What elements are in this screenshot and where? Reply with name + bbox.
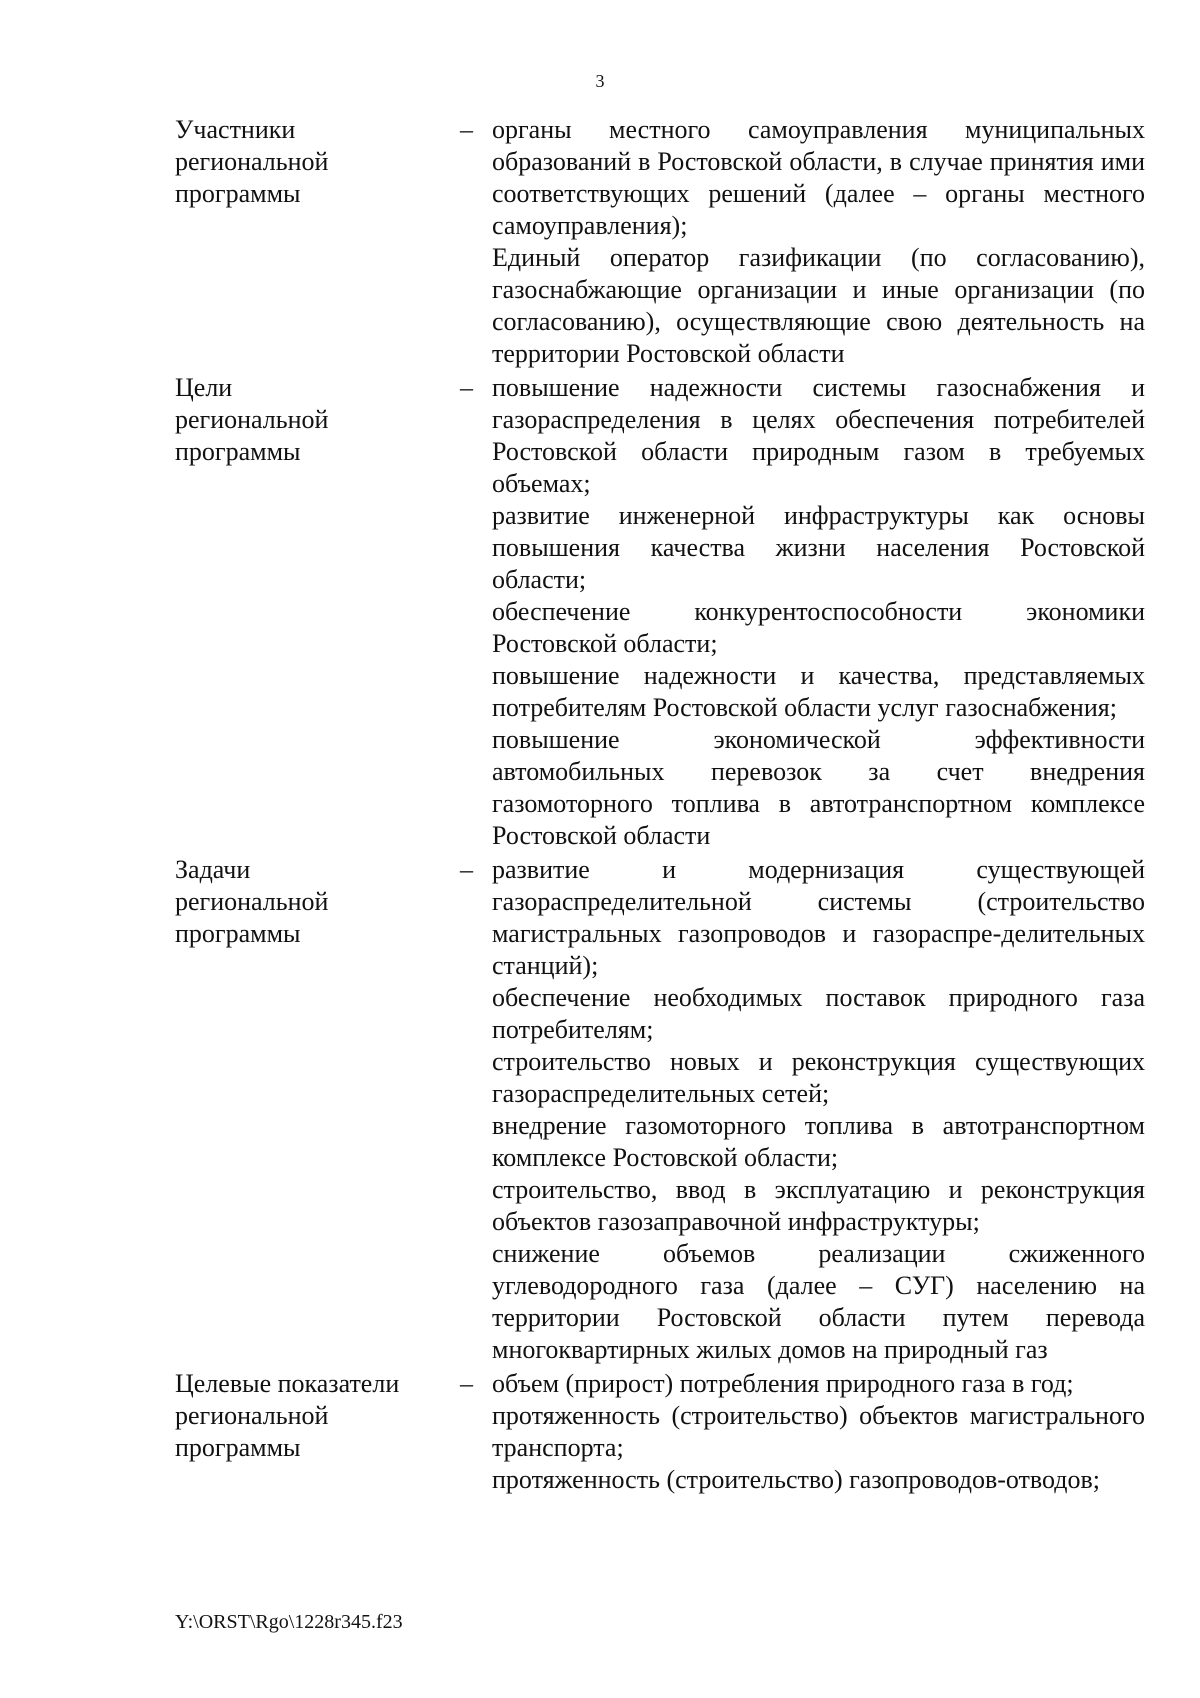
paragraph: обеспечение конкурентоспособности экономики Ростовской области;	[492, 597, 1145, 658]
paragraph: развитие и модернизация существующей газораспределительной системы (строительство магистральных газопроводов и газораспре-делительных станций);	[492, 855, 1145, 980]
row-target-indicators	[175, 1368, 1145, 1496]
paragraph: Единый оператор газификации (по согласованию), газоснабжающие организации и иные организации (по согласованию), осуществляющие свою деятельность на территории Ростовской области	[492, 243, 1145, 368]
paragraph: развитие инженерной инфраструктуры как основы повышения качества жизни населения Ростовской области;	[492, 501, 1145, 594]
paragraph: органы местного самоуправления муниципальных образований в Ростовской области, в случае принятия ими соответствующих решений (далее – органы местного самоуправления);	[492, 115, 1145, 240]
paragraph: протяженность (строительство) объектов магистрального транспорта;	[492, 1401, 1145, 1462]
program-passport-table	[175, 114, 1145, 1498]
paragraph: обеспечение необходимых поставок природного газа потребителям;	[492, 983, 1145, 1044]
label-line: Участники	[175, 115, 296, 144]
row-label	[175, 854, 460, 950]
paragraph: снижение объемов реализации сжиженного углеводородного газа (далее – СУГ) населению на территории Ростовской области путем перевода многоквартирных жилых домов на природный газ	[492, 1239, 1145, 1364]
file-path-footer: Y:\ORST\Rgo\1228r345.f23	[175, 1611, 403, 1633]
label-line: Цели	[175, 373, 233, 402]
row-dash: –	[460, 855, 473, 884]
row-body	[492, 854, 1145, 1366]
label-line: Целевые показатели	[175, 1369, 400, 1398]
row-dash: –	[460, 1369, 473, 1398]
row-dash: –	[460, 373, 473, 402]
row-label	[175, 1368, 460, 1464]
row-participants	[175, 114, 1145, 370]
label-line: региональной	[175, 147, 329, 176]
row-label	[175, 372, 460, 468]
paragraph: внедрение газомоторного топлива в автотранспортном комплексе Ростовской области;	[492, 1111, 1145, 1172]
label-line: программы	[175, 919, 301, 948]
paragraph: строительство новых и реконструкция существующих газораспределительных сетей;	[492, 1047, 1145, 1108]
paragraph: строительство, ввод в эксплуатацию и реконструкция объектов газозаправочной инфраструктуры;	[492, 1175, 1145, 1236]
row-tasks	[175, 854, 1145, 1366]
label-line: программы	[175, 179, 301, 208]
label-line: региональной	[175, 887, 329, 916]
paragraph: повышение надежности и качества, представляемых потребителям Ростовской области услуг газоснабжения;	[492, 661, 1145, 722]
label-line: программы	[175, 437, 301, 466]
paragraph: протяженность (строительство) газопроводов-отводов;	[492, 1465, 1100, 1494]
label-line: программы	[175, 1433, 301, 1462]
paragraph: повышение экономической эффективности автомобильных перевозок за счет внедрения газомоторного топлива в автотранспортном комплексе Ростовской области	[492, 725, 1145, 850]
row-body	[492, 114, 1145, 370]
paragraph: повышение надежности системы газоснабжения и газораспределения в целях обеспечения потребителей Ростовской области природным газом в требуемых объемах;	[492, 373, 1145, 498]
row-goals	[175, 372, 1145, 852]
label-line: Задачи	[175, 855, 251, 884]
label-line: региональной	[175, 405, 329, 434]
row-label	[175, 114, 460, 210]
row-body	[492, 1368, 1145, 1496]
row-body	[492, 372, 1145, 852]
paragraph: объем (прирост) потребления природного газа в год;	[492, 1369, 1074, 1398]
label-line: региональной	[175, 1401, 329, 1430]
page-number: 3	[595, 71, 605, 91]
row-dash: –	[460, 115, 473, 144]
